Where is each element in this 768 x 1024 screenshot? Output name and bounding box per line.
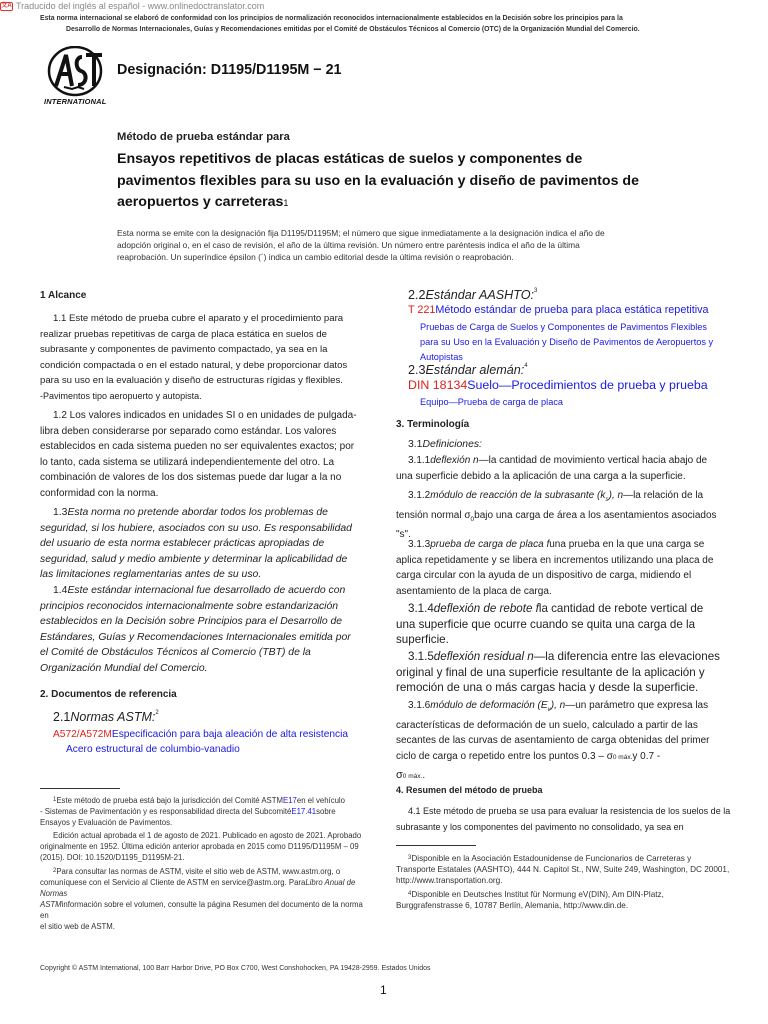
definition-3-1-3: 3.1.3prueba de carga de placa funa prueba en la que una carga se aplica repetidamente y se libera en incrementos utilizando una placa de carga circular con la ayuda de un dispositivo de carga, midiendo el asentamiento de la placa de carga.: [396, 539, 714, 597]
footnote-4: $^4$Disponible en Deutsches Institut für Normung eV(DIN), Am DIN-Platz, Burggrafenstrasse 6, 10787 Berlín, Alemania, http://www.din.de.: [396, 890, 664, 910]
footnote-1: $^1$Este método de prueba está bajo la jurisdicción del Comité ASTME17en el vehículo - Sistemas de Pavimentación y es responsabilidad directa del SubcomitéE17.41sobre Ensayos y Evaluación de Pavimentos.: [40, 796, 346, 827]
page-number: 1: [380, 983, 387, 997]
section-2-heading: 2. Documentos de referencia: [40, 689, 177, 700]
astm-standards-heading: 2.1Normas ASTM:$^2$: [53, 710, 159, 724]
paragraph-1-2: 1.2 Los valores indicados en unidades SI o en unidades de pulgada- libra deben considerarse por separado como estándar. Los valores establecidos en cada sistema pueden no ser equivalentes exactos; por lo tanto, cada sistema se utilizará independientemente del otro. La combinación de valores de los dos sistemas puede dar lugar a la no conformidad con la norma.: [40, 410, 357, 499]
german-standard-heading: 2.3Estándar alemán:$^4$: [408, 363, 528, 377]
definition-3-1-5: 3.1.5deflexión residual n—la diferencia entre las elevaciones original y final de una superficie resultante de la aplicación y remoción de una o más cargas hacia y desde la superficie.: [396, 650, 720, 695]
reference-din18134[interactable]: [408, 378, 708, 392]
astm-logo: [42, 46, 112, 108]
footnote-2: $^2$Para consultar las normas de ASTM, visite el sitio web de ASTM, www.astm.org, o comuníquese con el Servicio al Cliente de ASTM en service@astm.org. ParaLibro Anual de Normas ASTMinformación sobre el volumen, consulte la página Resumen del documento de la norma en el sitio web de ASTM.: [40, 867, 363, 931]
footnote-divider: [40, 788, 120, 789]
din-title-continued[interactable]: Equipo—Prueba de carga de placa: [420, 397, 564, 407]
title-footnote-mark: 1: [283, 198, 289, 208]
logo-international-text: INTERNATIONAL: [44, 97, 107, 106]
translator-banner[interactable]: [0, 0, 264, 12]
reference-a572[interactable]: A572/A572MEspecificación para baja aleación de alta resistencia Acero estructural de columbio-vanadio: [53, 729, 349, 755]
designation: Designación: D1195/D1195M − 21: [117, 62, 342, 78]
translator-banner-text[interactable]: Traducido del inglés al español - www.onlinedoctranslator.com: [16, 1, 265, 11]
aashto-heading: 2.2Estándar AASHTO:$^3$: [408, 288, 538, 302]
din-title-link[interactable]: Suelo—Procedimientos de prueba y prueba: [467, 378, 708, 392]
definitions-heading: 3.1Definiciones:: [408, 439, 482, 450]
section-1-heading: 1 Alcance: [40, 290, 87, 301]
a572-title-link[interactable]: Especificación para baja aleación de alta resistencia: [111, 729, 349, 740]
issue-note: Esta norma se emite con la designación fija D1195/D1195M; el número que sigue inmediatamente a la designación indica el año de adopción original o, en el caso de revisión, el año de la última revisión. Un número entre paréntesis indica el año de la última reaprobación. Un superíndice épsilon (´) indica un cambio editorial desde la última revisión o reaprobación.: [117, 228, 605, 263]
din-code-link[interactable]: DIN 18134: [408, 378, 468, 392]
t221-code-link[interactable]: T 221: [408, 304, 436, 316]
document-title: Ensayos repetitivos de placas estáticas de suelos y componentes de pavimentos flexibles para su uso en la evaluación y diseño de pavimentos de aeropuertos y carreteras1: [117, 151, 639, 210]
subcommittee-e17-41-link[interactable]: E17.41: [291, 807, 317, 816]
definition-3-1-1: 3.1.1deflexión n—la cantidad de movimiento vertical hacia abajo de una superficie debido a la aplicación de una carga a la superficie.: [396, 455, 708, 482]
definition-3-1-2: 3.1.2módulo de reacción de la subrasante $(k_s)$, n—la relación de la tensión normal $\sigma_0bajo$ una carga de área a los asentamientos asociados "s".: [396, 490, 717, 541]
section-3-heading: 3. Terminología: [396, 419, 470, 430]
paragraph-1-4: 1.4Este estándar internacional fue desarrollado de acuerdo con principios reconocidos internacionalmente sobre estandarización establecidos en la Decisión sobre Principios para el Desarrollo de Estándares, Guías y Recomendaciones Internacionales emitida por el Comité de Obstáculos Técnicos al Comercio (TBT) de la Organización Mundial del Comercio.: [40, 585, 351, 674]
copyright: Copyright © ASTM International, 100 Barr Harbor Drive, PO Box C700, West Conshohocken, PA 19428-2959. Estados Unidos: [40, 965, 431, 972]
t221-title-continued[interactable]: Pruebas de Carga de Suelos y Componentes de Pavimentos Flexibles para su Uso en la Evaluación y Diseño de Pavimentos de Aeropuertos y Autopistas: [420, 322, 714, 363]
footnote-divider-right: [396, 845, 476, 846]
intro-notice: Esta norma internacional se elaboró de conformidad con los principios de normalización reconocidos internacionalmente establecidos en la Decisión sobre los principios para la Desarrollo de Normas Internacionales, Guías y Recomendaciones emitidas por el Comité de Obstáculos Técnicos al Comercio (OTC) de la Organización Mundial del Comercio.: [40, 15, 640, 33]
paragraph-1-3: 1.3Esta norma no pretende abordar todos los problemas de seguridad, si los hubiere, asociados con su uso. Es responsabilidad del usuario de esta norma establecer prácticas apropiadas de seguridad, salud y medio ambiente y determinar la aplicabilidad de las limitaciones reglamentarias antes de su uso.: [40, 507, 352, 581]
definition-3-1-4: 3.1.4deflexión de rebote fla cantidad de rebote vertical de una superficie que ocurre cuando se quita una carga de la superficie.: [396, 602, 704, 647]
a572-code-link[interactable]: A572/A572M: [53, 729, 112, 740]
title-prefix: Método de prueba estándar para: [117, 131, 290, 143]
t221-title-link[interactable]: Método estándar de prueba para placa estática repetitiva: [435, 304, 709, 316]
footnote-3: $^3$Disponible en la Asociación Estadounidense de Funcionarios de Carreteras y Transporte Estatales (AASHTO), 444 N. Capitol St., NW, Suite 249, Washington, DC 20001, http://www.transportation.org.: [396, 854, 730, 885]
committee-e17-link[interactable]: E17: [283, 796, 297, 805]
reference-t221[interactable]: [408, 304, 709, 316]
translate-icon: 文A: [1, 2, 12, 9]
edition-note: Edición actual aprobada el 1 de agosto de 2021. Publicado en agosto de 2021. Aprobado originalmente en 1952. Última edición anterior aprobada en 2015 como D1195/D1195M – 09 (2015). DOI: 10.1520/D1195_D1195M-21.: [40, 831, 362, 862]
section-4-heading: 4. Resumen del método de prueba: [396, 785, 543, 795]
paragraph-4-1: 4.1 Este método de prueba se usa para evaluar la resistencia de los suelos de la subrasante y los componentes del pavimento no consolidado, ya sea en: [396, 806, 731, 832]
paragraph-1-1: 1.1 Este método de prueba cubre el aparato y el procedimiento para realizar pruebas repetitivas de carga de placa estática en suelos de subrasante y componentes de pavimento compactado, ya sea en la condición compactada o en el estado natural, y debe proporcionar datos para su uso en la evaluación y diseño de estructuras rígidas y flexibles. -Pavimentos tipo aeropuerto y autopista.: [40, 313, 348, 401]
definition-3-1-6: 3.1.6módulo de deformación $(E_v)$, n—un parámetro que expresa las características de deformación de un suelo, calculado a partir de las secantes de las curvas de asentamiento de carga obtenidas del primer ciclo de carga o repetido entre los puntos 0.3 – σ0 máx.y 0.7 - σ0 máx..: [396, 700, 710, 782]
